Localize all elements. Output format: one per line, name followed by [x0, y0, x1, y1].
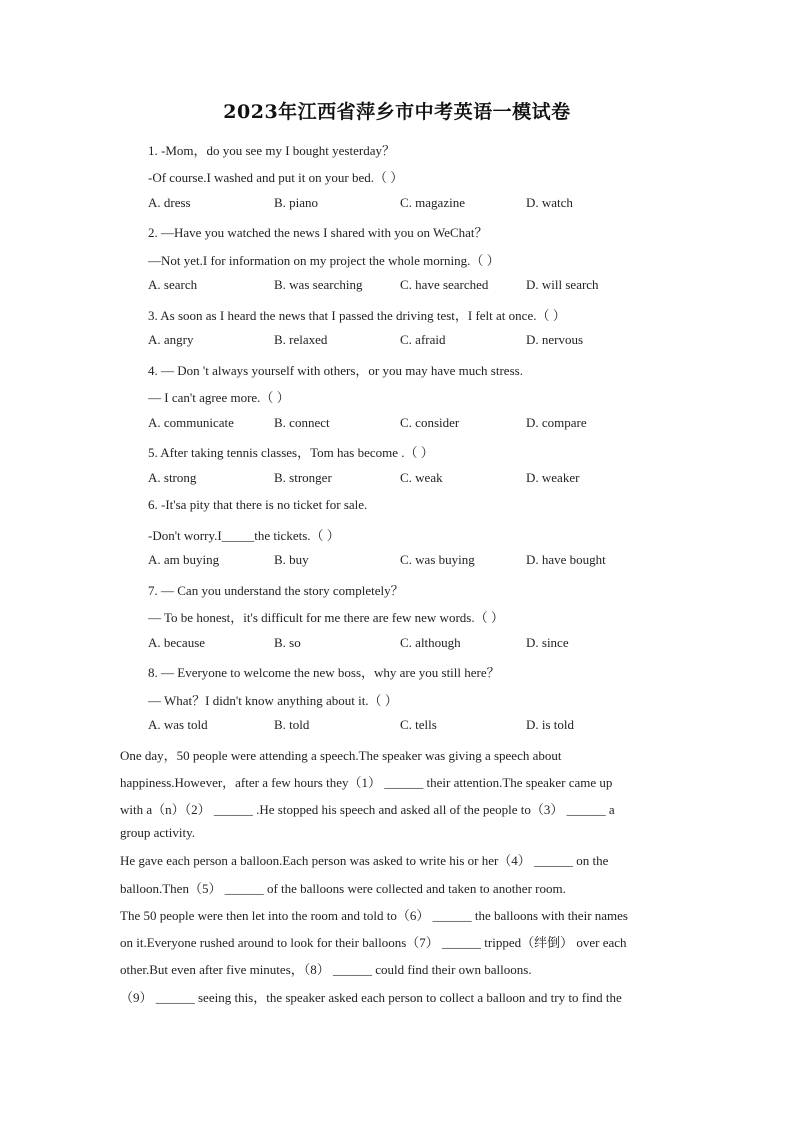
option-d: D. watch [526, 195, 573, 210]
option-c: C. although [400, 635, 461, 650]
option-a: A. because [148, 635, 206, 650]
option-b: B. was searching [274, 277, 363, 292]
question-prompt: 6. -It'sa pity that there is no ticket for sale. [148, 497, 368, 512]
option-b: B. told [274, 717, 310, 732]
question-prompt: 4. — Don 't always yourself with others，or you may have much stress. [148, 363, 523, 378]
option-a: A. strong [148, 470, 197, 485]
option-c: C. weak [400, 470, 443, 485]
question-options [148, 277, 708, 295]
option-a: A. communicate [148, 415, 234, 430]
passage-line: other.But even after five minutes，（8） ______ could find their own balloons. [120, 962, 532, 977]
passage-line: The 50 people were then let into the room and told to（6） ______ the balloons with their names [120, 908, 628, 923]
passage-line: （9） ______ seeing this，the speaker asked each person to collect a balloon and try to find the [120, 990, 622, 1005]
option-a: A. am buying [148, 552, 220, 567]
option-d: D. nervous [526, 332, 584, 347]
question-prompt: 8. — Everyone to welcome the new boss，why are you still here？ [148, 665, 500, 680]
option-a: A. dress [148, 195, 191, 210]
option-d: D. will search [526, 277, 599, 292]
question-prompt: 1. -Mom，do you see my I bought yesterday？ [148, 143, 395, 158]
option-c: C. have searched [400, 277, 489, 292]
question-prompt: 5. After taking tennis classes，Tom has become .（ ） [148, 445, 434, 460]
option-a: A. angry [148, 332, 194, 347]
option-b: B. stronger [274, 470, 332, 485]
option-b: B. connect [274, 415, 330, 430]
option-d: D. since [526, 635, 569, 650]
passage-line: One day，50 people were attending a speech.The speaker was giving a speech about [120, 748, 562, 763]
question-prompt: 2. —Have you watched the news I shared with you on WeChat？ [148, 225, 488, 240]
option-d: D. have bought [526, 552, 606, 567]
option-b: B. relaxed [274, 332, 328, 347]
question-options [148, 332, 708, 350]
question-reply: -Don't worry.I_____the tickets.（ ） [148, 528, 340, 543]
option-b: B. so [274, 635, 301, 650]
question-reply: -Of course.I washed and put it on your bed.（ ） [148, 170, 404, 185]
question-reply: — To be honest，it's difficult for me there are few new words.（ ） [148, 610, 504, 625]
question-options [148, 635, 708, 653]
exam-title: 2023年江西省萍乡市中考英语一模试卷 [223, 101, 571, 123]
option-c: C. was buying [400, 552, 475, 567]
option-c: C. consider [400, 415, 460, 430]
passage-line: on it.Everyone rushed around to look for their balloons（7） ______ tripped（绊倒） over each [120, 935, 627, 950]
question-options [148, 552, 708, 570]
option-c: C. afraid [400, 332, 446, 347]
question-options [148, 195, 708, 213]
question-reply: — What？I didn't know anything about it.（ ） [148, 693, 398, 708]
passage-line: happiness.However，after a few hours they（1） ______ their attention.The speaker came up [120, 775, 613, 790]
option-d: D. weaker [526, 470, 580, 485]
passage-line: group activity. [120, 825, 195, 840]
option-b: B. piano [274, 195, 319, 210]
option-a: A. was told [148, 717, 208, 732]
question-prompt: 7. — Can you understand the story completely？ [148, 583, 404, 598]
question-reply: — I can't agree more.（ ） [148, 390, 290, 405]
option-c: C. magazine [400, 195, 465, 210]
passage-line: with a（n）（2） ______ .He stopped his speech and asked all of the people to（3） ______ a [120, 802, 615, 817]
option-d: D. is told [526, 717, 575, 732]
option-d: D. compare [526, 415, 587, 430]
question-reply: —Not yet.I for information on my project the whole morning.（ ） [148, 253, 500, 268]
option-a: A. search [148, 277, 198, 292]
passage-line: He gave each person a balloon.Each person was asked to write his or her（4） ______ on the [120, 853, 609, 868]
question-options [148, 717, 708, 735]
option-c: C. tells [400, 717, 437, 732]
question-options [148, 470, 708, 488]
option-b: B. buy [274, 552, 309, 567]
question-options [148, 415, 708, 433]
question-prompt: 3. As soon as I heard the news that I passed the driving test，I felt at once.（ ） [148, 308, 566, 323]
passage-line: balloon.Then（5） ______ of the balloons were collected and taken to another room. [120, 881, 566, 896]
